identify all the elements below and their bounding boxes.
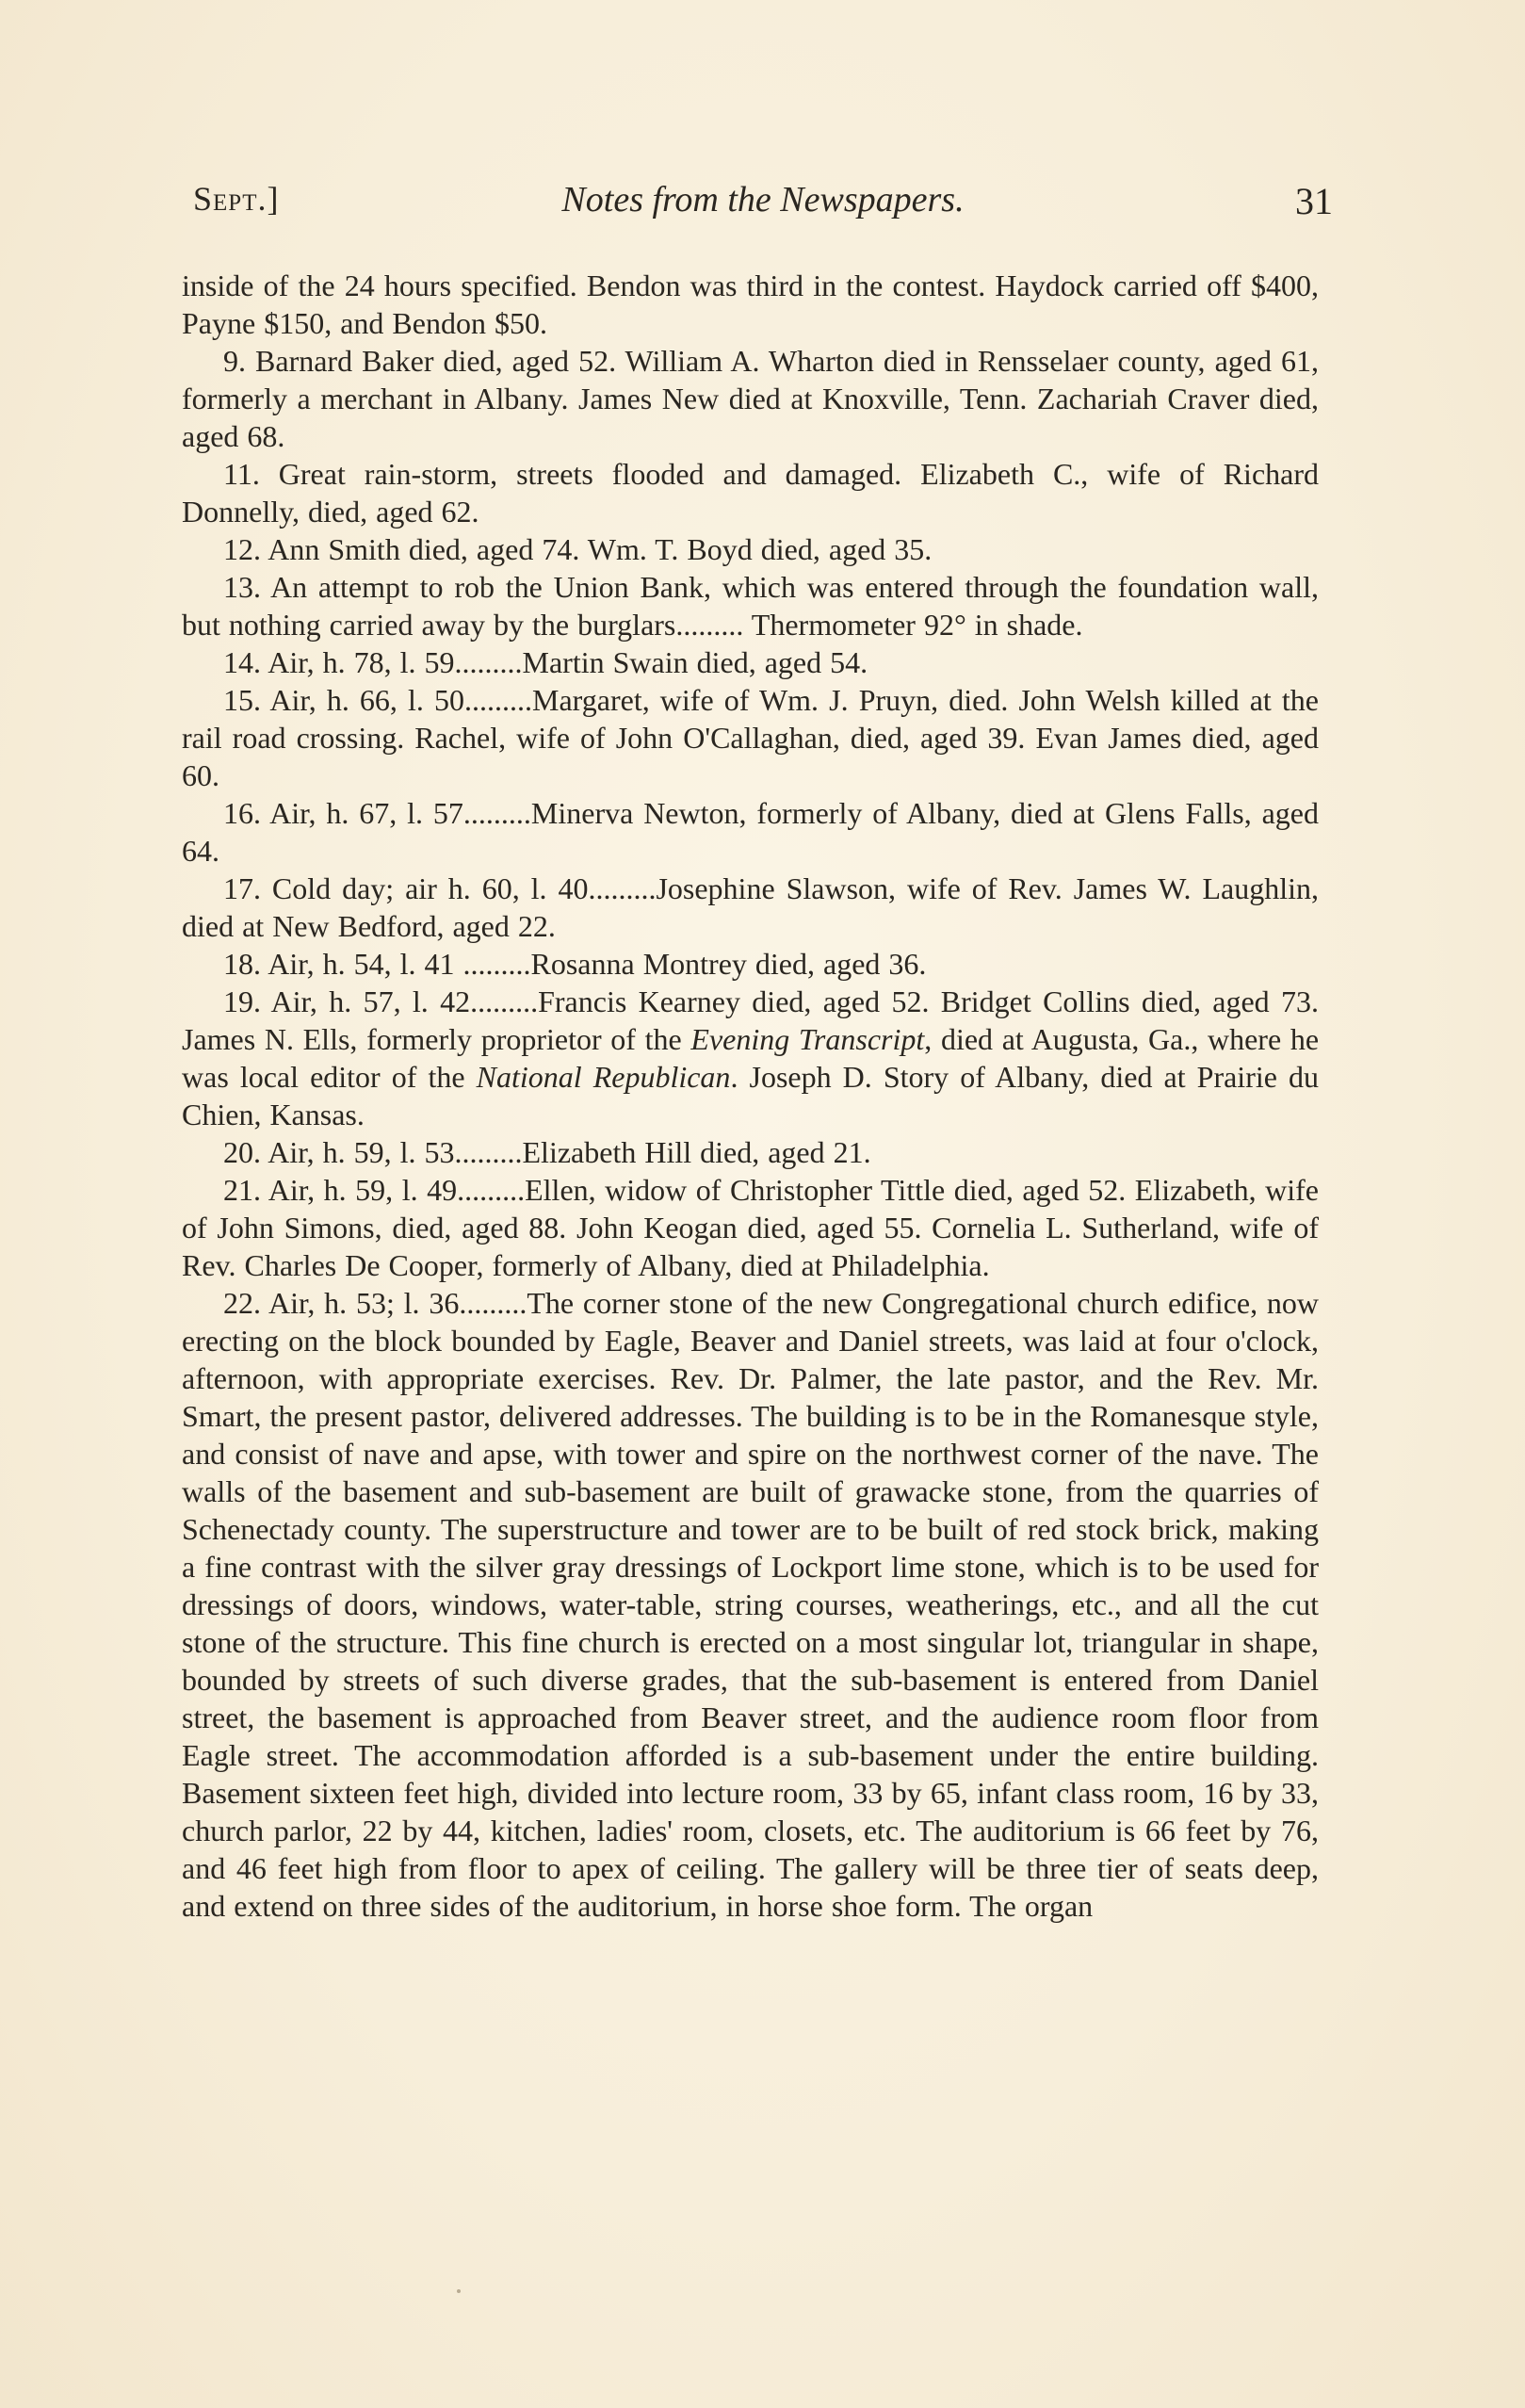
header-title: Notes from the Newspapers. — [561, 180, 965, 220]
entry-19-part-a: 19. Air, h. 57, l. 42.........Francis Kearney died, aged 52. Bridget Collins died, aged 73. James N. Ells, formerly proprietor of the — [182, 984, 1319, 1056]
entry-22: 22. Air, h. 53; l. 36.........The corner stone of the new Congregational church edifice, now erecting on the block bounded by Eagle, Beaver and Daniel streets, was laid at four o'clock, afternoon, with appropriate exercises. Rev. Dr. Palmer, the late pastor, and the Rev. Mr. Smart, the present pastor, delivered addresses. The building is to be in the Romanesque style, and consist of nave and apse, with tower and spire on the northwest corner of the nave. The walls of the basement and sub-basement are built of grawacke stone, from the quarries of Schenectady county. The superstructure and tower are to be built of red stock brick, making a fine contrast with the silver gray dressings of Lockport lime stone, which is to be used for dressings of doors, windows, water-table, string courses, weatherings, etc., and all the cut stone of the structure. This fine church is erected on a most singular lot, triangular in shape, bounded by streets of such diverse grades, that the sub-basement is entered from Daniel street, the basement is approached from Beaver street, and the audience room floor from Eagle street. The accommodation afforded is a sub-basement under the entire building. Basement sixteen feet high, divided into lecture room, 33 by 65, infant class room, 16 by 33, church parlor, 22 by 44, kitchen, ladies' room, closets, etc. The auditorium is 66 feet by 76, and 46 feet high from floor to apex of ceiling. The gallery will be three tier of seats deep, and extend on three sides of the auditorium, in horse shoe form. The organ — [182, 1286, 1319, 1923]
entry-15: 15. Air, h. 66, l. 50.........Margaret, wife of Wm. J. Pruyn, died. John Welsh killed at the rail road crossing. Rachel, wife of John O'Callaghan, died, aged 39. Evan James died, aged 60. — [182, 683, 1319, 792]
page-number: 31 — [1295, 180, 1333, 222]
entry-21: 21. Air, h. 59, l. 49.........Ellen, widow of Christopher Tittle died, aged 52. Elizabeth, wife of John Simons, died, aged 88. John Keogan died, aged 55. Cornelia L. Sutherland, wife of Rev. Charles De Cooper, formerly of Albany, died at Philadelphia. — [182, 1173, 1319, 1282]
entry-19-part-b: , died at Augusta, Ga., where he was local editor of the — [182, 1022, 1320, 1094]
running-header — [193, 179, 1333, 236]
entry-17: 17. Cold day; air h. 60, l. 40.........Josephine Slawson, wife of Rev. James W. Laughlin, died at New Bedford, aged 22. — [182, 871, 1319, 943]
entry-16: 16. Air, h. 67, l. 57.........Minerva Newton, formerly of Albany, died at Glens Falls, aged 64. — [182, 796, 1319, 868]
entry-20: 20. Air, h. 59, l. 53.........Elizabeth Hill died, aged 21. — [223, 1135, 871, 1169]
entry-11: 11. Great rain-storm, streets flooded and damaged. Elizabeth C., wife of Richard Donnelly, died, aged 62. — [182, 457, 1319, 529]
header-month: Sept.] — [193, 180, 280, 218]
newspaper-title-national-republican: National Republican — [476, 1060, 731, 1094]
page-body — [182, 267, 1319, 1925]
entry-19 — [182, 983, 1319, 1133]
entry-9: 9. Barnard Baker died, aged 52. William A. Wharton died in Rensselaer county, aged 61, formerly a merchant in Albany. James New died at Knoxville, Tenn. Zachariah Craver died, aged 68. — [182, 344, 1319, 453]
entry-14: 14. Air, h. 78, l. 59.........Martin Swain died, aged 54. — [223, 645, 868, 679]
entry-19-part-c: . Joseph D. Story of Albany, died at Prairie du Chien, Kansas. — [182, 1060, 1320, 1131]
page-speck — [457, 2289, 461, 2293]
paragraph-continued: inside of the 24 hours specified. Bendon was third in the contest. Haydock carried off $400, Payne $150, and Bendon $50. — [182, 268, 1319, 340]
newspaper-title-evening-transcript: Evening Transcript — [690, 1022, 925, 1056]
entry-13: 13. An attempt to rob the Union Bank, which was entered through the foundation wall, but nothing carried away by the burglars......... Thermometer 92° in shade. — [182, 570, 1319, 642]
entry-18: 18. Air, h. 54, l. 41 .........Rosanna Montrey died, aged 36. — [223, 947, 927, 981]
entry-12: 12. Ann Smith died, aged 74. Wm. T. Boyd died, aged 35. — [223, 532, 933, 566]
